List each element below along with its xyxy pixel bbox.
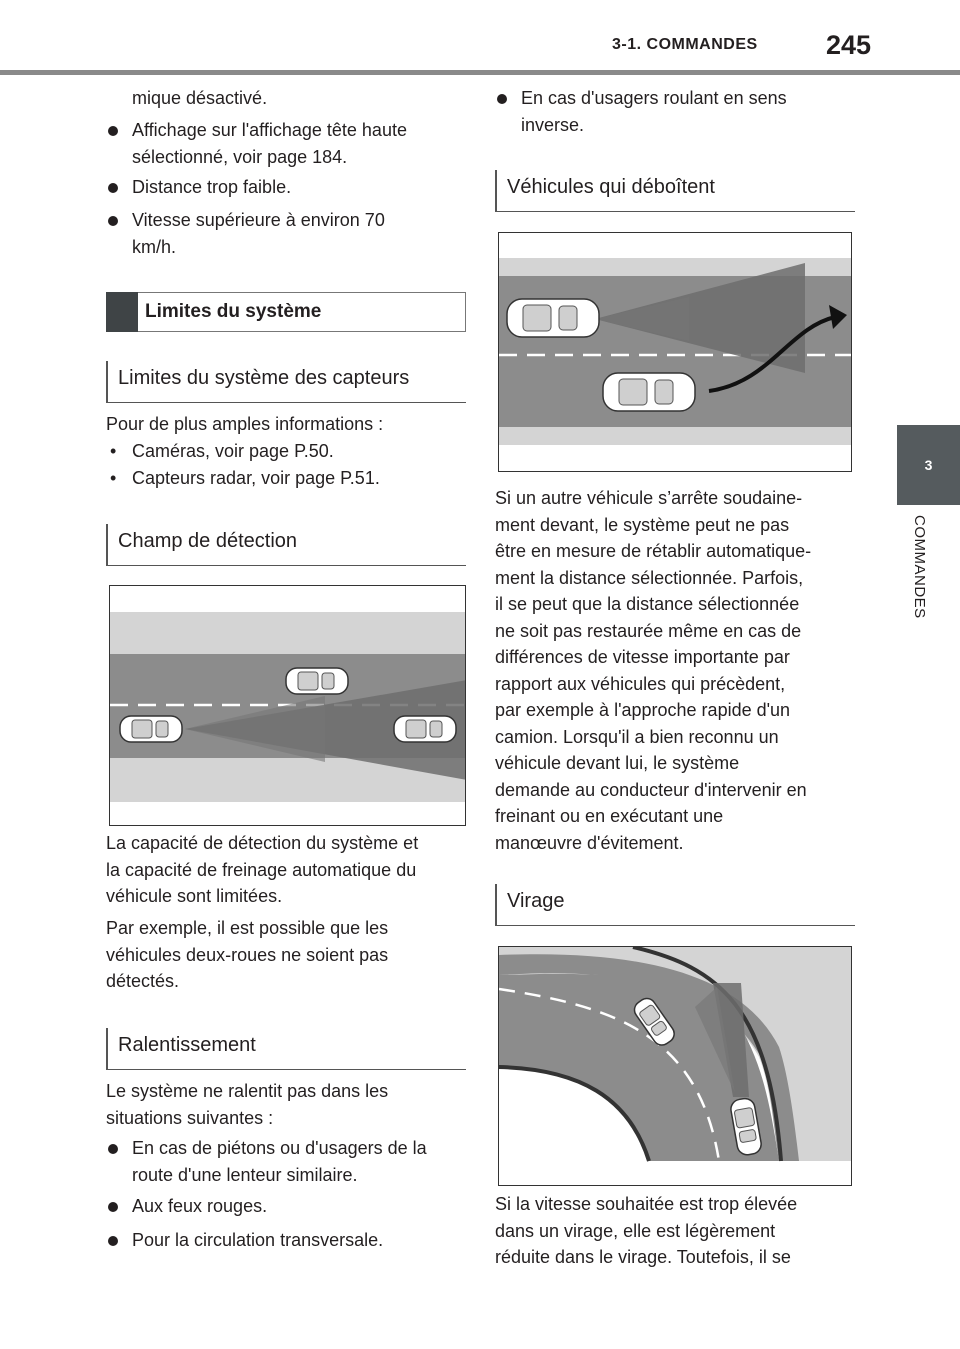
section-title-bar: [106, 292, 138, 332]
subheading-text: Champ de détection: [118, 530, 298, 552]
subheading-slowdown: [106, 1028, 466, 1070]
cutin-paragraph: [495, 485, 811, 856]
paragraph-line: véhicules deux-roues ne soient pas: [106, 944, 389, 965]
paragraph-line: rapport aux véhicules qui précèdent,: [495, 673, 786, 694]
list-item: [106, 1227, 383, 1254]
list-item-line: Vitesse supérieure à environ 70: [132, 210, 385, 230]
list-item: [106, 117, 407, 171]
paragraph-line: détectés.: [106, 971, 180, 991]
list-item-line: Pour la circulation transversale.: [132, 1230, 384, 1250]
car-icon: [286, 668, 348, 694]
paragraph-line: Si un autre véhicule s’arrête soudaine-: [495, 488, 803, 508]
subheading-cutin: [495, 170, 855, 212]
list-item: [106, 174, 291, 201]
car-icon: [394, 716, 456, 742]
paragraph-line: par exemple à l'approche rapide d'un: [495, 700, 791, 720]
example-paragraph: [106, 915, 388, 995]
curve-figure: [498, 946, 852, 1186]
paragraph-line: demande au conducteur d'intervenir en: [495, 779, 807, 800]
slowdown-intro: [106, 1078, 388, 1131]
curve-illustration: [499, 947, 852, 1186]
list-item-line: Affichage sur l'affichage tête haute: [132, 120, 407, 140]
section-title-box: [106, 292, 466, 332]
list-item: • Caméras, voir page P.50.: [106, 438, 334, 465]
paragraph-line: véhicule devant lui, le système: [495, 753, 740, 773]
paragraph-line: Si la vitesse souhaitée est trop élevée: [495, 1194, 798, 1214]
list-item: [106, 1135, 427, 1189]
detection-field-illustration: [110, 586, 466, 826]
paragraph-line: situations suivantes :: [106, 1107, 274, 1128]
paragraph-line: freinant ou en exécutant une: [495, 806, 724, 826]
subheading-curve: [495, 884, 855, 926]
cutin-figure: [498, 232, 852, 472]
chapter-tab: 3: [897, 425, 960, 505]
subheading-detection: [106, 524, 466, 566]
list-item-line: route d'une lenteur similaire.: [132, 1165, 358, 1185]
list-item-line: Distance trop faible.: [132, 177, 292, 197]
paragraph-line: la capacité de freinage automatique du: [106, 859, 417, 880]
car-icon: [603, 373, 695, 411]
paragraph-line: véhicule sont limitées.: [106, 886, 283, 906]
sensor-intro: Pour de plus amples informations :: [106, 414, 384, 434]
paragraph-line: différences de vitesse importante par: [495, 647, 790, 667]
section-title: Limites du système: [145, 301, 322, 322]
curve-paragraph: [495, 1191, 797, 1271]
subheading-text: Limites du système des capteurs: [118, 367, 410, 389]
list-item-line: En cas de piétons ou d'usagers de la: [132, 1138, 427, 1158]
header-rule: [0, 70, 960, 75]
car-icon: [120, 716, 182, 742]
subheading-text: Ralentissement: [118, 1034, 256, 1056]
chapter-header: 3-1. COMMANDES: [612, 36, 758, 53]
paragraph-line: camion. Lorsqu'il a bien reconnu un: [495, 726, 779, 747]
list-item: • Capteurs radar, voir page P.51.: [106, 465, 380, 492]
paragraph-line: ment devant, le système peut ne pas: [495, 514, 790, 535]
subheading-sensors: [106, 361, 466, 403]
page-number: 245: [826, 30, 872, 60]
list-item-line: sélectionné, voir page 184.: [132, 147, 348, 167]
list-item-line: Aux feux rouges.: [132, 1196, 268, 1216]
paragraph-line: être en mesure de rétablir automatique-: [495, 541, 812, 561]
paragraph-line: ment la distance sélectionnée. Parfois,: [495, 567, 804, 588]
list-item-line: km/h.: [132, 237, 177, 257]
list-item: [495, 85, 787, 139]
paragraph-line: réduite dans le virage. Toutefois, il se: [495, 1247, 791, 1267]
detection-paragraph: [106, 830, 418, 910]
paragraph-line: La capacité de détection du système et: [106, 833, 419, 853]
car-icon: [507, 299, 599, 337]
list-item: [106, 207, 385, 261]
paragraph-line: manœuvre d'évitement.: [495, 832, 684, 853]
list-item-line: inverse.: [521, 115, 585, 135]
paragraph-line: dans un virage, elle est légèrement: [495, 1220, 776, 1241]
paragraph-line: Le système ne ralentit pas dans les: [106, 1081, 389, 1101]
detection-field-figure: [109, 585, 466, 826]
subheading-text: Véhicules qui déboîtent: [507, 176, 715, 198]
paragraph-line: Par exemple, il est possible que les: [106, 918, 389, 938]
chapter-side-label-text: COMMANDES: [911, 515, 928, 619]
paragraph-line: il se peut que la distance sélectionnée: [495, 594, 800, 614]
paragraph-line: ne soit pas restaurée même en cas de: [495, 620, 802, 641]
list-item-line: En cas d'usagers roulant en sens: [521, 88, 787, 108]
subheading-text: Virage: [507, 890, 565, 912]
continued-text: mique désactivé.: [132, 88, 268, 108]
chapter-side-label: [892, 515, 942, 655]
list-item: [106, 1193, 267, 1220]
cutin-illustration: [499, 233, 852, 472]
